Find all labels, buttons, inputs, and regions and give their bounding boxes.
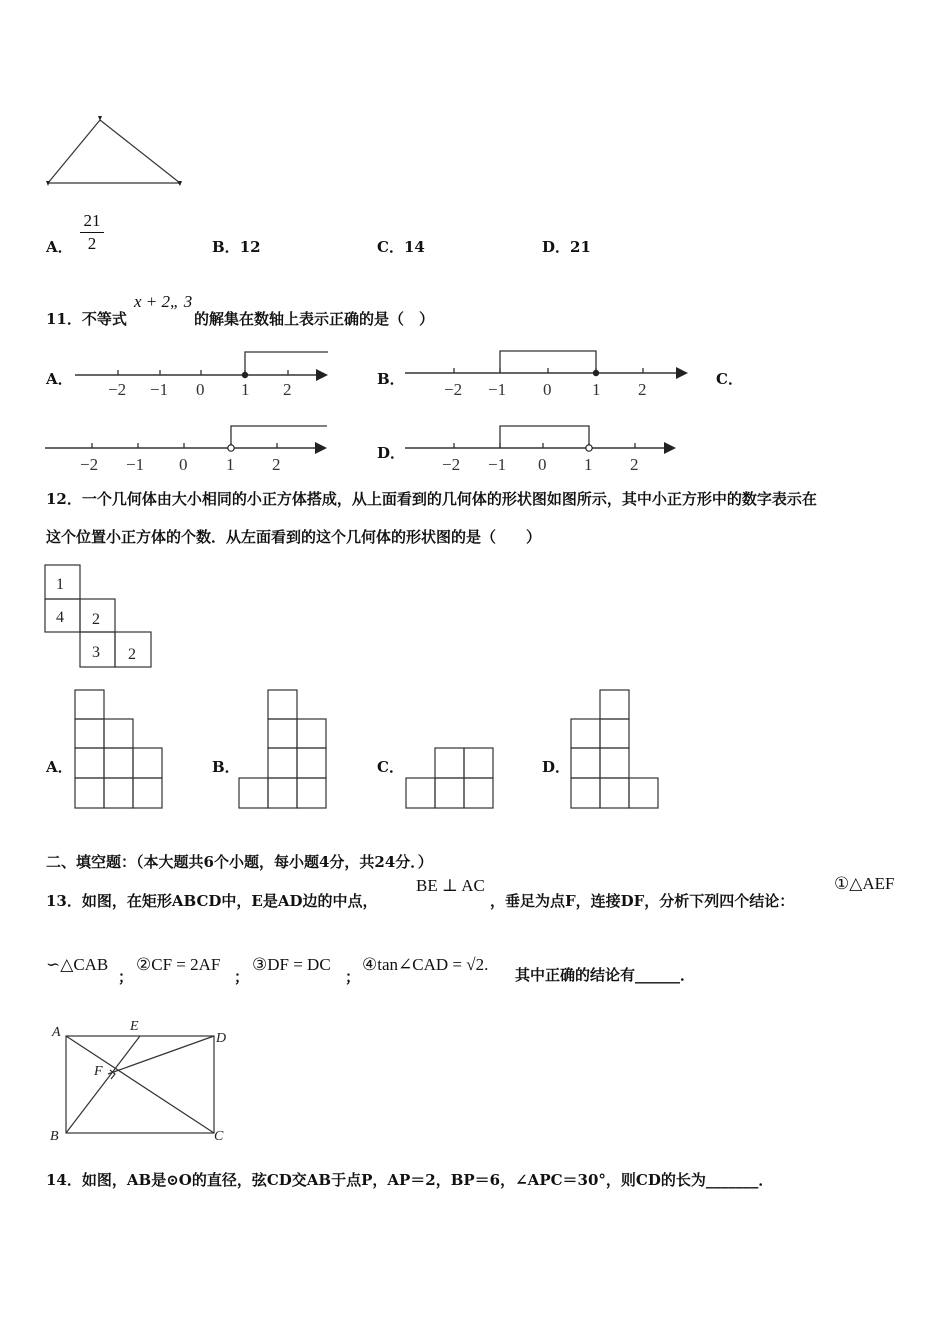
q13-text2: ，垂足为点F，连接DF，分析下列四个结论： (490, 892, 795, 910)
q12-stem-line1: 12．一个几何体由大小相同的小正方体搭成，从上面看到的几何体的形状图如图所示，其中小正方形中的数字表示在 (46, 490, 817, 508)
q12-option-b-label[interactable]: B． (212, 758, 240, 776)
q12-stem-line2: 这个位置小正方体的个数．从左面看到的这个几何体的形状图的是（ ） (46, 528, 542, 546)
q11-option-a-label[interactable]: A． (46, 370, 73, 388)
top-view-number: 1 (56, 576, 64, 593)
q11-number-line-d (400, 420, 685, 480)
q11-option-d-label[interactable]: D． (377, 444, 406, 462)
q11-number-line-b (400, 345, 695, 405)
q13-conclusion-2: ②CF = 2AF (136, 955, 221, 974)
tick-label: 1 (592, 380, 601, 399)
top-view-number: 2 (92, 611, 100, 628)
tick-label: 1 (584, 455, 593, 474)
tick-label: 2 (272, 455, 281, 474)
q10-option-d[interactable] (542, 236, 591, 257)
top-view-number: 4 (56, 609, 64, 626)
q13-conclusion-1-start: ①△AEF (834, 874, 895, 893)
vertex-label: F (94, 1064, 103, 1079)
tick-label: −1 (488, 455, 507, 474)
tick-label: −2 (80, 455, 99, 474)
q12-option-a-figure (72, 688, 167, 813)
q13-condition: BE ⊥ AC (416, 876, 485, 895)
q12-option-d-label[interactable]: D． (542, 758, 571, 776)
tick-label: 2 (630, 455, 639, 474)
q10-option-a-label[interactable]: A． (46, 238, 73, 256)
section2-heading: 二、填空题：（本大题共6个小题，每小题4分，共24分．） (46, 853, 433, 871)
q10-option-b-value: 12 (239, 238, 261, 256)
tick-label: 0 (196, 380, 205, 399)
q12-option-c-figure (403, 745, 498, 813)
tick-label: 2 (638, 380, 647, 399)
q13-sep-2: ； (234, 968, 250, 986)
fraction-denominator: 2 (87, 234, 97, 253)
fraction-numerator: 21 (83, 211, 101, 230)
fraction-bar (80, 232, 104, 233)
q13-rectangle-figure (44, 1012, 239, 1147)
q10-option-c-value: 14 (403, 238, 425, 256)
q10-option-a-fraction (80, 211, 104, 254)
q10-option-b[interactable] (212, 236, 261, 257)
q11-stem (46, 308, 127, 329)
tick-label: −2 (108, 380, 127, 399)
q12-option-b-figure (236, 688, 331, 813)
tick-label: 1 (241, 380, 250, 399)
q13-sep-1: ； (118, 968, 134, 986)
q10-option-d-label: D． (542, 238, 571, 256)
top-view-number: 3 (92, 644, 100, 661)
vertex-label: B (50, 1129, 59, 1144)
tick-label: 0 (543, 380, 552, 399)
q11-number: 11． (46, 310, 82, 328)
vertex-label: A (52, 1025, 61, 1040)
tick-label: 2 (283, 380, 292, 399)
q13-text3: 其中正确的结论有______． (515, 966, 696, 984)
tick-label: −2 (442, 455, 461, 474)
q10-option-c-label: C． (377, 238, 404, 256)
q12-option-d-figure (568, 688, 663, 813)
triangle-figure (40, 108, 200, 198)
q11-option-c-label[interactable]: C． (716, 370, 743, 388)
q13-sep-3: ； (345, 968, 361, 986)
tick-label: −1 (150, 380, 169, 399)
tick-label: −2 (444, 380, 463, 399)
q11-number-line-a (70, 345, 340, 405)
q14-text: 14．如图，AB是⊙O的直径，弦CD交AB于点P，AP＝2，BP＝6，∠APC＝30°，则CD的长为_______． (46, 1171, 774, 1189)
tick-label: −1 (488, 380, 507, 399)
top-view-number: 2 (128, 646, 136, 663)
vertex-label: D (216, 1031, 227, 1046)
tick-label: 0 (179, 455, 188, 474)
q11-number-line-c (42, 420, 337, 480)
q11-text-after: 的解集在数轴上表示正确的是（ ） (194, 310, 435, 328)
tick-label: 0 (538, 455, 547, 474)
q11-option-b-label[interactable]: B． (377, 370, 405, 388)
q12-top-view (44, 562, 159, 672)
tick-label: 1 (226, 455, 235, 474)
q13-conclusion-4: ④tan∠CAD = √2. (362, 955, 489, 974)
vertex-label: E (130, 1019, 139, 1034)
q10-option-d-value: 21 (570, 238, 591, 256)
q10-option-b-label: B． (212, 238, 240, 256)
tick-label: −1 (126, 455, 145, 474)
q11-inequality: x + 2„ 3 (134, 292, 193, 311)
q13-text1: 13．如图，在矩形ABCD中，E是AD边的中点， (46, 892, 378, 910)
q11-text-before: 不等式 (81, 310, 127, 328)
q13-conclusion-3: ③DF = DC (252, 955, 331, 974)
q12-option-c-label[interactable]: C． (377, 758, 404, 776)
vertex-label: C (214, 1129, 224, 1144)
q10-option-c[interactable] (377, 236, 425, 257)
q13-conclusion-1-end: ∽△CAB (46, 955, 109, 974)
q12-option-a-label[interactable]: A． (46, 758, 73, 776)
